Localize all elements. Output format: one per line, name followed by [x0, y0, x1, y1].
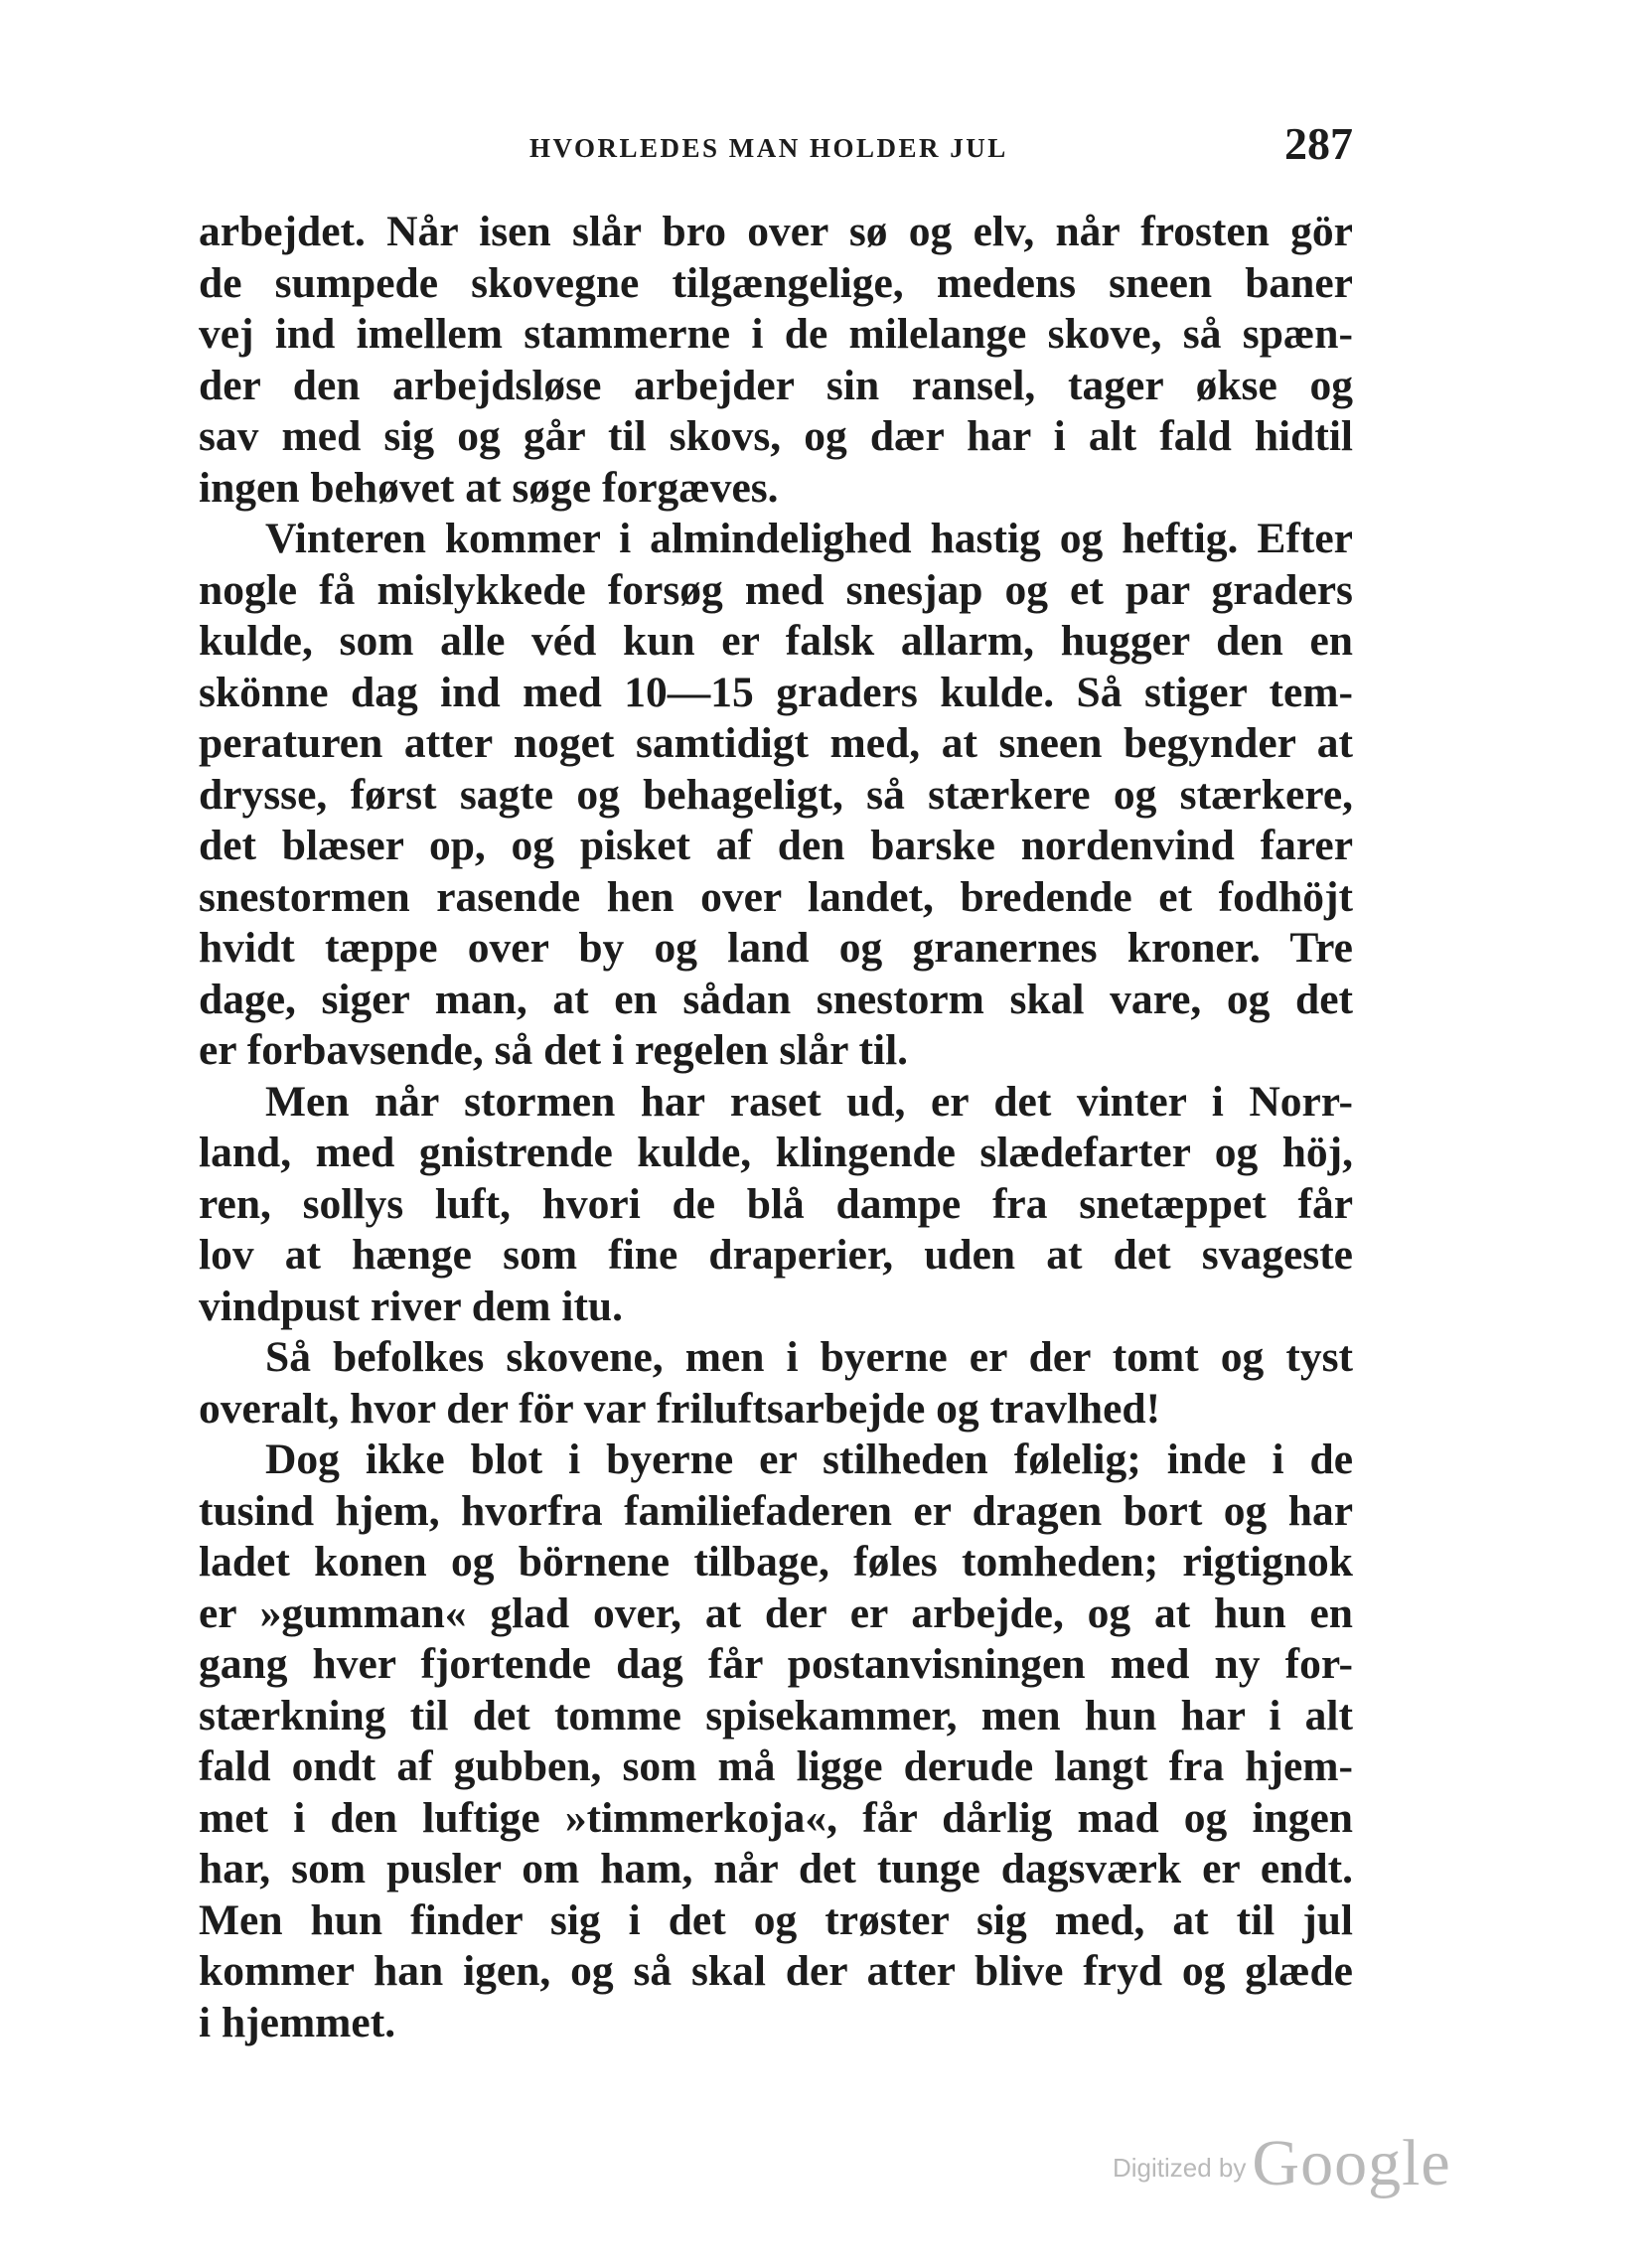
text-line: har, som pusler om ham, når det tunge dagsværk er endt. — [199, 1845, 1353, 1892]
text-line: vej ind imellem stammerne i de milelange skove, så spæn- — [199, 310, 1353, 358]
page-number: 287 — [1284, 118, 1353, 169]
paragraph — [199, 514, 1353, 1077]
text-line: peraturen atter noget samtidigt med, at sneen begynder at — [199, 719, 1353, 767]
text-line: er »gumman« glad over, at der er arbejde, og at hun en — [199, 1588, 1353, 1637]
text-line: Dog ikke blot i byerne er stilheden følelig; inde i de — [265, 1436, 1353, 1483]
text-line: dage, siger man, at en sådan snestorm skal vare, og det — [199, 975, 1353, 1023]
text-line: fald ondt af gubben, som må ligge derude langt fra hjem- — [199, 1742, 1353, 1790]
text-line: Men når stormen har raset ud, er det vinter i Norr- — [265, 1077, 1353, 1126]
watermark-prefix: Digitized by — [1113, 2153, 1247, 2183]
text-line: i hjemmet. — [199, 1998, 396, 2046]
text-line: det blæser op, og pisket af den barske nordenvind farer — [199, 822, 1353, 869]
text-line: met i den luftige »timmerkoja«, får dårlig mad og ingen — [199, 1793, 1353, 1842]
text-line: Så befolkes skovene, men i byerne er der tomt og tyst — [265, 1333, 1353, 1381]
text-line: lov at hænge som fine draperier, uden at det svageste — [199, 1231, 1353, 1279]
google-logo: Google — [1252, 2127, 1451, 2199]
text-line: ladet konen og börnene tilbage, føles tomheden; rigtignok — [199, 1538, 1353, 1586]
text-line: de sumpede skovegne tilgængelige, medens sneen baner — [199, 258, 1353, 307]
text-line: snestormen rasende hen over landet, bredende et fodhöjt — [199, 872, 1353, 921]
text-line: ren, sollys luft, hvori de blå dampe fra snetæppet får — [199, 1179, 1353, 1228]
text-line: land, med gnistrende kulde, klingende slædefarter og höj, — [199, 1129, 1353, 1176]
text-line: gang hver fjortende dag får postanvisningen med ny for- — [199, 1640, 1353, 1688]
digitized-by-google-watermark — [1113, 2126, 1451, 2201]
text-line: Vinteren kommer i almindelighed hastig og heftig. Efter — [265, 515, 1353, 562]
paragraph — [199, 1077, 1353, 1333]
text-line: drysse, først sagte og behageligt, så stærkere og stærkere, — [199, 770, 1353, 819]
paragraph — [199, 1435, 1353, 2048]
text-line: arbejdet. Når isen slår bro over sø og elv, når frosten gör — [199, 208, 1353, 255]
text-line: er forbavsende, så det i regelen slår til. — [199, 1026, 909, 1074]
paragraph — [199, 207, 1353, 514]
text-line: hvidt tæppe over by og land og granernes kroner. Tre — [199, 924, 1353, 972]
text-line: vindpust river dem itu. — [199, 1282, 623, 1330]
text-line: skönne dag ind med 10—15 graders kulde. Så stiger tem- — [199, 668, 1353, 716]
text-line: overalt, hvor der för var friluftsarbejde og travlhed! — [199, 1384, 1161, 1433]
text-line: stærkning til det tomme spisekammer, men hun har i alt — [199, 1691, 1353, 1739]
text-line: sav med sig og går til skovs, og dær har i alt fald hidtil — [199, 412, 1353, 460]
text-line: tusind hjem, hvorfra familiefaderen er dragen bort og har — [199, 1486, 1353, 1535]
text-line: ingen behøvet at søge forgæves. — [199, 463, 779, 512]
body-text — [199, 207, 1353, 2048]
paragraph — [199, 1332, 1353, 1435]
text-line: kulde, som alle véd kun er falsk allarm, hugger den en — [199, 617, 1353, 665]
running-head — [199, 117, 1353, 177]
text-line: Men hun finder sig i det og trøster sig med, at til jul — [199, 1895, 1353, 1944]
text-line: nogle få mislykkede forsøg med snesjap og et par graders — [199, 565, 1353, 614]
text-line: der den arbejdsløse arbejder sin ransel, tager økse og — [199, 361, 1353, 409]
running-title: HVORLEDES MAN HOLDER JUL — [529, 133, 1008, 163]
text-line: kommer han igen, og så skal der atter blive fryd og glæde — [199, 1947, 1353, 1995]
